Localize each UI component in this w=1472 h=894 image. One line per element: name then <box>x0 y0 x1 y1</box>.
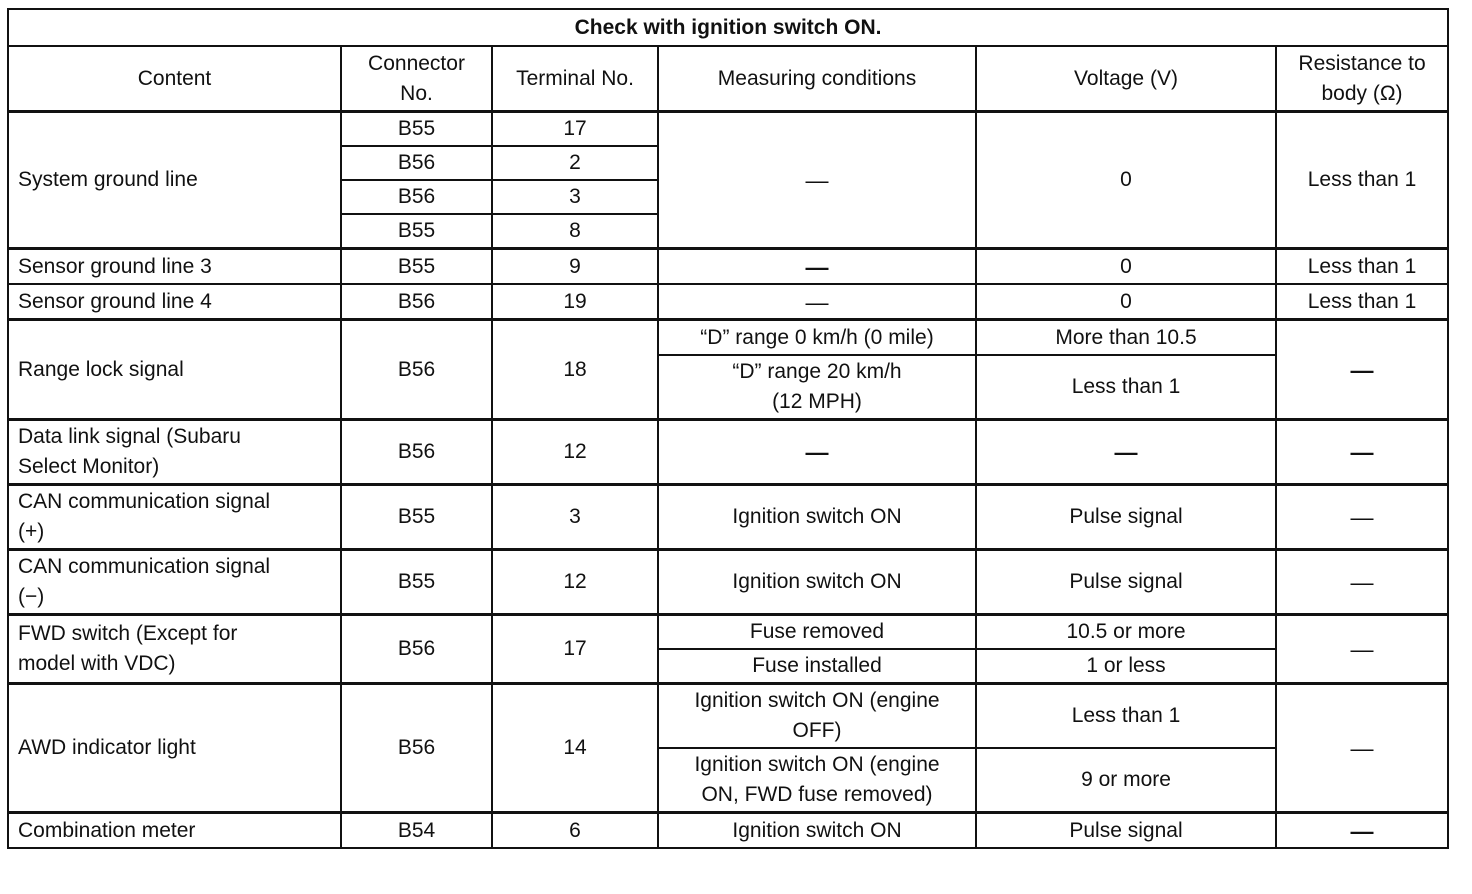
conditions-line: Ignition switch ON (engine <box>694 689 940 712</box>
content-cell <box>8 485 341 550</box>
resistance-cell: — <box>1276 684 1448 813</box>
content-cell <box>8 550 341 615</box>
content-line: model with VDC) <box>18 652 176 675</box>
voltage-cell: Pulse signal <box>976 813 1276 849</box>
resistance-cell: Less than 1 <box>1276 112 1448 249</box>
table-row <box>8 550 1448 615</box>
content-line: CAN communication signal <box>18 490 271 513</box>
table-row <box>8 320 1448 356</box>
resistance-cell: — <box>1276 420 1448 485</box>
voltage-cell: 10.5 or more <box>976 615 1276 650</box>
table-row <box>8 684 1448 749</box>
content-cell: Combination meter <box>8 813 341 849</box>
conditions-line: OFF) <box>792 719 842 742</box>
terminal-cell: 17 <box>492 615 658 684</box>
resistance-cell: — <box>1276 615 1448 684</box>
connector-cell: B55 <box>341 550 492 615</box>
content-cell <box>8 615 341 684</box>
connector-cell: B55 <box>341 485 492 550</box>
terminal-cell: 6 <box>492 813 658 849</box>
content-line: FWD switch (Except for <box>18 622 238 645</box>
terminal-cell: 9 <box>492 249 658 285</box>
title-row <box>8 9 1448 46</box>
table-row <box>8 420 1448 485</box>
voltage-cell: 0 <box>976 284 1276 320</box>
connector-cell: B56 <box>341 684 492 813</box>
connector-cell: B55 <box>341 249 492 285</box>
header-connector: Connector No. <box>341 46 492 112</box>
terminal-cell: 12 <box>492 550 658 615</box>
conditions-cell: Fuse installed <box>658 649 976 684</box>
voltage-cell: Less than 1 <box>976 684 1276 749</box>
voltage-cell: Pulse signal <box>976 550 1276 615</box>
connector-cell: B56 <box>341 615 492 684</box>
terminal-cell: 12 <box>492 420 658 485</box>
connector-cell: B54 <box>341 813 492 849</box>
conditions-line: (12 MPH) <box>772 390 862 413</box>
content-line: Select Monitor) <box>18 455 160 478</box>
resistance-cell: Less than 1 <box>1276 284 1448 320</box>
conditions-cell: — <box>658 112 976 249</box>
content-line: (+) <box>18 520 45 543</box>
table-row <box>8 813 1448 849</box>
table-row <box>8 284 1448 320</box>
content-cell <box>8 420 341 485</box>
resistance-cell: — <box>1276 320 1448 420</box>
content-line: CAN communication signal <box>18 555 271 578</box>
voltage-cell: — <box>976 420 1276 485</box>
voltage-cell: 0 <box>976 249 1276 285</box>
table-row <box>8 485 1448 550</box>
conditions-line: ON, FWD fuse removed) <box>701 783 933 806</box>
header-content: Content <box>8 46 341 112</box>
voltage-cell: More than 10.5 <box>976 320 1276 356</box>
voltage-cell: 0 <box>976 112 1276 249</box>
header-terminal: Terminal No. <box>492 46 658 112</box>
resistance-cell: — <box>1276 485 1448 550</box>
voltage-cell: 9 or more <box>976 748 1276 813</box>
check-table-wrapper <box>7 8 1449 849</box>
connector-cell: B56 <box>341 146 492 180</box>
content-cell: AWD indicator light <box>8 684 341 813</box>
conditions-cell: — <box>658 420 976 485</box>
content-line: (−) <box>18 585 45 608</box>
table-title: Check with ignition switch ON. <box>8 9 1448 46</box>
conditions-cell: Ignition switch ON <box>658 813 976 849</box>
resistance-cell: — <box>1276 813 1448 849</box>
conditions-cell: Ignition switch ON <box>658 485 976 550</box>
terminal-cell: 3 <box>492 180 658 214</box>
conditions-cell: — <box>658 249 976 285</box>
terminal-cell: 8 <box>492 214 658 249</box>
conditions-cell: “D” range 0 km/h (0 mile) <box>658 320 976 356</box>
terminal-cell: 2 <box>492 146 658 180</box>
conditions-line: “D” range 20 km/h <box>732 360 902 383</box>
table-row <box>8 249 1448 285</box>
connector-cell: B56 <box>341 284 492 320</box>
connector-cell: B55 <box>341 112 492 147</box>
table-row <box>8 112 1448 147</box>
terminal-cell: 3 <box>492 485 658 550</box>
resistance-cell: Less than 1 <box>1276 249 1448 285</box>
connector-cell: B55 <box>341 214 492 249</box>
header-row <box>8 46 1448 112</box>
terminal-cell: 17 <box>492 112 658 147</box>
content-cell: Range lock signal <box>8 320 341 420</box>
connector-cell: B56 <box>341 180 492 214</box>
terminal-cell: 19 <box>492 284 658 320</box>
connector-cell: B56 <box>341 420 492 485</box>
conditions-cell <box>658 748 976 813</box>
header-resistance: Resistance to body (Ω) <box>1276 46 1448 112</box>
conditions-cell <box>658 684 976 749</box>
content-cell: System ground line <box>8 112 341 249</box>
terminal-cell: 18 <box>492 320 658 420</box>
table-row <box>8 615 1448 650</box>
conditions-cell: Fuse removed <box>658 615 976 650</box>
content-line: Data link signal (Subaru <box>18 425 241 448</box>
conditions-cell: Ignition switch ON <box>658 550 976 615</box>
header-voltage: Voltage (V) <box>976 46 1276 112</box>
check-table <box>7 8 1449 849</box>
header-conditions: Measuring conditions <box>658 46 976 112</box>
voltage-cell: Less than 1 <box>976 355 1276 420</box>
conditions-cell: — <box>658 284 976 320</box>
conditions-line: Ignition switch ON (engine <box>694 753 940 776</box>
terminal-cell: 14 <box>492 684 658 813</box>
voltage-cell: 1 or less <box>976 649 1276 684</box>
connector-cell: B56 <box>341 320 492 420</box>
voltage-cell: Pulse signal <box>976 485 1276 550</box>
conditions-cell <box>658 355 976 420</box>
content-cell: Sensor ground line 3 <box>8 249 341 285</box>
resistance-cell: — <box>1276 550 1448 615</box>
content-cell: Sensor ground line 4 <box>8 284 341 320</box>
